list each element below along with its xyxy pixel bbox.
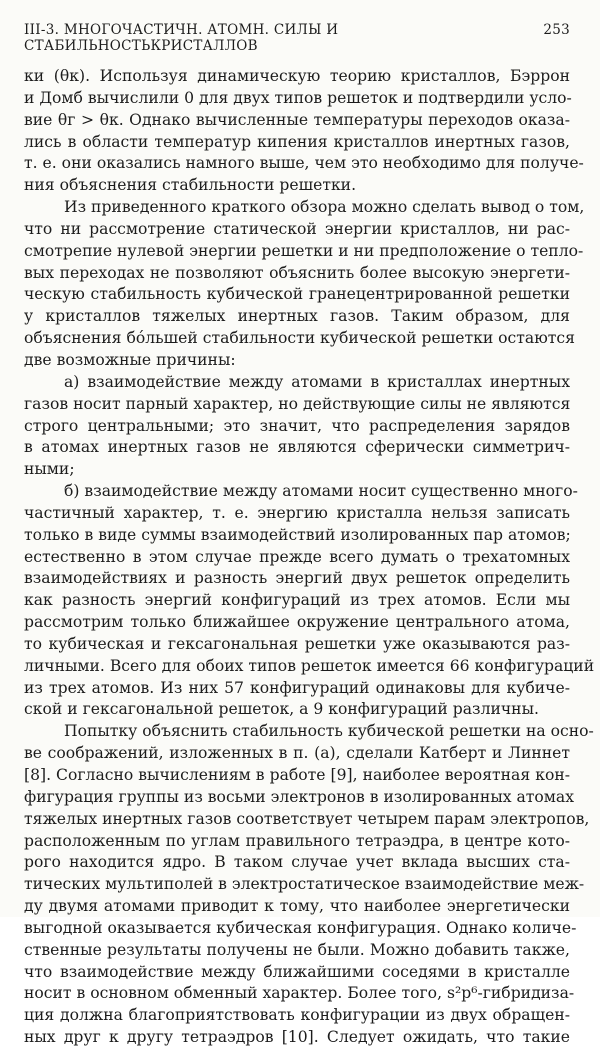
text-line: частичный характер, т. е. энергию кристалла нельзя записать: [24, 503, 570, 522]
text-line: как разность энергий конфигураций из трех атомов. Если мы: [24, 591, 570, 610]
page-number: 253: [543, 22, 570, 38]
body-text: [24, 66, 595, 1049]
text-line: б) взаимодействие между атомами носит существенно много-: [64, 482, 578, 501]
text-line: естественно в этом случае прежде всего думать о трехатомных: [24, 547, 570, 566]
text-line: что ни рассмотрение статической энергии кристаллов, ни рас-: [24, 219, 570, 238]
text-line: ве соображений, изложенных в п. (а), сделали Катберт и Линнет: [24, 744, 570, 763]
text-line: строго центральными; это значит, что распределения зарядов: [24, 416, 570, 435]
text-line: расположенным по углам правильного тетраэдра, в центре кото-: [24, 831, 570, 850]
text-line: смотрепие нулевой энергии решетки и ни предположение о тепло-: [24, 241, 584, 260]
text-line: Попытку объяснить стабильность кубической решетки на осно-: [64, 722, 594, 741]
text-line: т. е. они оказались намного выше, чем это необходимо для получе-: [24, 154, 584, 173]
text-line: ской и гексагональной решеток, а 9 конфигураций различны.: [24, 700, 539, 719]
text-line: носит в основном обменный характер. Более того, s²p⁶-гибридиза-: [24, 984, 575, 1003]
text-line: [8]. Согласно вычислениям в работе [9], наиболее вероятная кон-: [24, 766, 570, 784]
text-line: ния объяснения стабильности решетки.: [24, 176, 357, 195]
text-line: взаимодействиях и разность энергий двух решеток определить: [24, 569, 570, 588]
text-line: фигурация группы из восьми электронов в изолированных атомах: [24, 787, 575, 806]
text-line: тяжелых инертных газов соответствует четырем парам электропов,: [24, 809, 590, 828]
text-line: две возможные причины:: [24, 350, 236, 369]
text-line: вие θг > θк. Однако вычисленные температуры переходов оказа-: [24, 110, 570, 129]
text-line: только в виде суммы взаимодействий изолированных пар атомов;: [24, 525, 571, 544]
text-line: рассмотрим только ближайшее окружение центрального атома,: [24, 613, 570, 632]
text-line: выгодной оказывается кубическая конфигурация. Однако количе-: [24, 918, 577, 937]
text-line: личными. Всего для обоих типов решеток имеется 66 конфигураций: [24, 656, 595, 675]
text-line: то кубическая и гексагональная решетки уже оказываются раз-: [24, 634, 570, 653]
text-line: газов носит парный характер, но действующие силы не являются: [24, 394, 571, 413]
text-line: а) взаимодействие между атомами в кристаллах инертных: [64, 372, 570, 391]
text-line: Из приведенного краткого обзора можно сделать вывод о том,: [64, 198, 585, 217]
text-line: ческую стабильность кубической гранецентрированной решетки: [24, 285, 570, 304]
text-line: лись в области температур кипения кристаллов инертных газов,: [24, 132, 570, 151]
text-line: ных друг к другу тетраэдров [10]. Следует ожидать, что такие: [24, 1028, 570, 1047]
text-line: ственные результаты получены не были. Можно добавить также,: [24, 940, 570, 959]
text-line: ду двумя атомами приводит к тому, что наиболее энергетически: [24, 897, 570, 916]
text-line: ция должна благоприятствовать конфигурации из двух обращен-: [24, 1006, 570, 1025]
text-line: вых переходах не позволяют объяснить более высокую энергети-: [24, 263, 570, 282]
text-line: в атомах инертных газов не являются сферически симметрич-: [24, 438, 570, 457]
text-line: тических мультиполей в электростатическое взаимодействие меж-: [24, 875, 585, 894]
running-title: III-3. МНОГОЧАСТИЧН. АТОМН. СИЛЫ И СТАБИЛЬНОСТЬКРИСТАЛЛОВ: [24, 22, 339, 54]
running-header: [24, 22, 570, 54]
text-line: объяснения бóльшей стабильности кубической решетки остаются: [24, 329, 575, 348]
text-line: ными;: [24, 460, 75, 479]
text-line: и Домб вычислили 0 для двух типов решеток и подтвердили усло-: [24, 88, 572, 107]
text-line: что взаимодействие между ближайшими соседями в кристалле: [24, 962, 570, 981]
text-line: рого находится ядро. В таком случае учет вклада высших ста-: [24, 853, 570, 872]
text-line: ки (θк). Используя динамическую теорию кристаллов, Бэррон: [24, 67, 570, 85]
text-line: у кристаллов тяжелых инертных газов. Таким образом, для: [24, 307, 570, 326]
text-line: из трех атомов. Из них 57 конфигураций одинаковы для кубиче-: [24, 678, 570, 697]
